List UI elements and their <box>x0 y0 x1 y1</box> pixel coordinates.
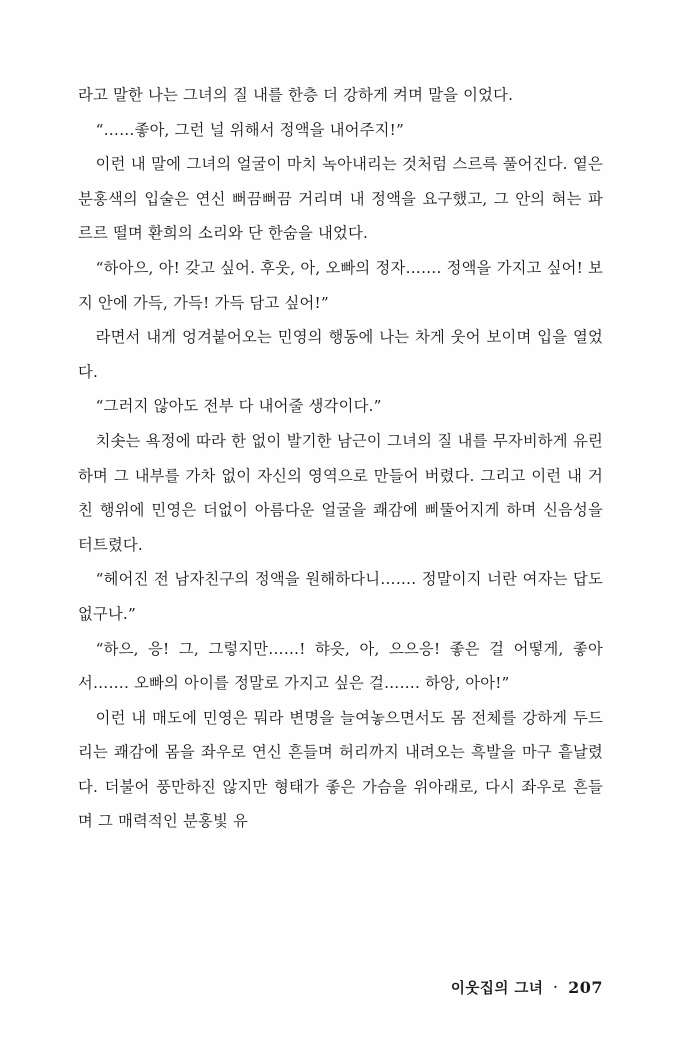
page-number: 207 <box>568 978 603 997</box>
paragraph: 이런 내 말에 그녀의 얼굴이 마치 녹아내리는 것처럼 스르륵 풀어진다. 옅은 분홍색의 입술은 연신 뻐끔뻐끔 거리며 내 정액을 요구했고, 그 안의 혀는 파르르 떨며 환희의 소리와 단 한숨을 내었다. <box>78 155 603 243</box>
paragraph: 라고 말한 나는 그녀의 질 내를 한층 더 강하게 켜며 말을 이었다. <box>78 86 514 104</box>
paragraph: 이런 내 매도에 민영은 뭐라 변명을 늘여놓으면서도 몸 전체를 강하게 두드리는 쾌감에 몸을 좌우로 연신 흔들며 허리까지 내려오는 흑발을 마구 흩날렸다. 더불어 풍만하진 않지만 형태가 좋은 가슴을 위아래로, 다시 좌우로 흔들며 그 매력적인 분홍빛 유 <box>78 708 603 831</box>
book-title: 이웃집의 그녀 <box>450 980 544 997</box>
paragraph: “……좋아, 그런 널 위해서 정액을 내어주지!” <box>95 120 405 139</box>
paragraph: 치솟는 욕정에 따라 한 없이 발기한 남근이 그녀의 질 내를 무자비하게 유린하며 그 내부를 가차 없이 자신의 영역으로 만들어 버렸다. 그리고 이런 내 거친 행위에 민영은 더없이 아름다운 얼굴을 쾌감에 삐뚤어지게 하며 신음성을 터트렸다. <box>78 431 603 554</box>
paragraph: “하으, 응! 그, 그렇지만……! 햐읏, 아, 으으응! 좋은 걸 어떻게, 좋아서……. 오빠의 아이를 정말로 가지고 싶은 걸……. 하앙, 아아!” <box>78 639 603 693</box>
page-body <box>78 78 603 839</box>
paragraph: “헤어진 전 남자친구의 정액을 원해하다니……. 정말이지 너란 여자는 답도 없구나.” <box>78 570 603 623</box>
page-footer <box>451 977 603 998</box>
paragraph: “하아으, 아! 갖고 싶어. 후웃, 아, 오빠의 정자……. 정액을 가지고 싶어! 보지 안에 가득, 가득! 가득 담고 싶어!” <box>78 258 603 312</box>
paragraph: “그러지 않아도 전부 다 내어줄 생각이다.” <box>95 397 382 416</box>
footer-separator: · <box>553 979 559 994</box>
paragraph: 라면서 내게 엉겨붙어오는 민영의 행동에 나는 차게 웃어 보이며 입을 열었다. <box>78 328 603 381</box>
